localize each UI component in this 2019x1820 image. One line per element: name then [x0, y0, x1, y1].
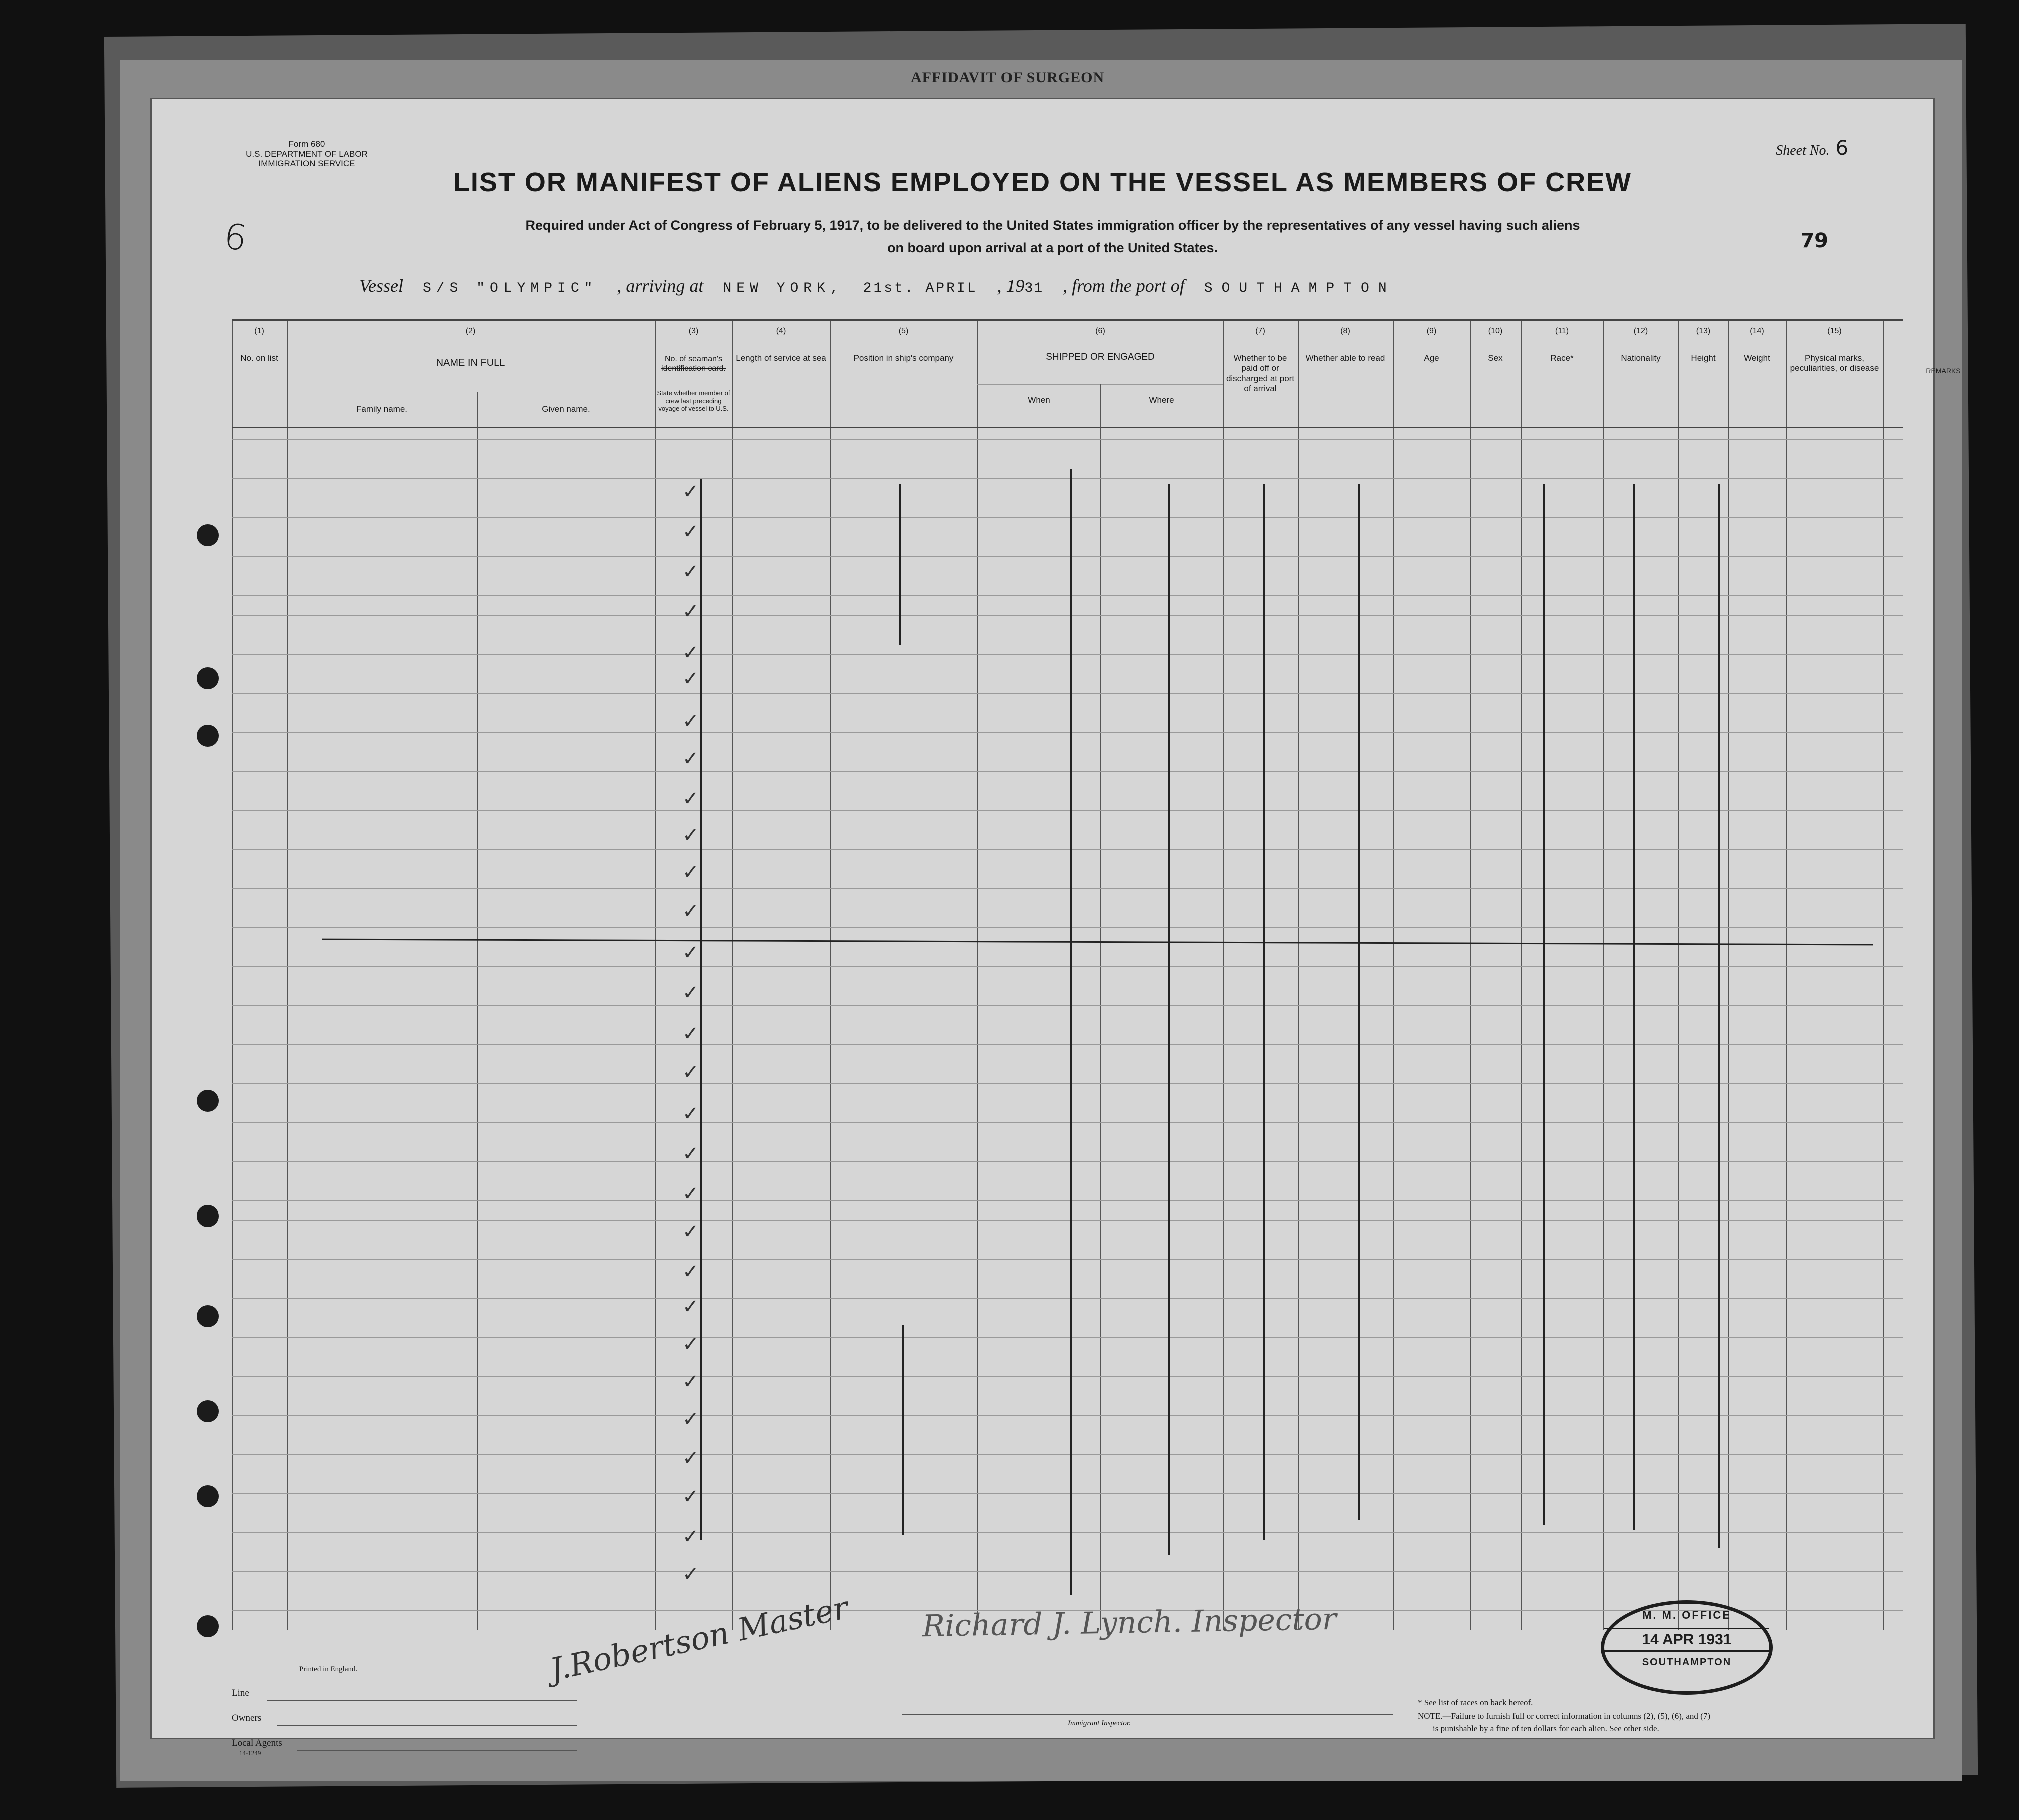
inspector-rule	[902, 1714, 1393, 1715]
column-rule	[1728, 319, 1729, 1630]
ditto-line	[899, 484, 901, 645]
stamp-number: 79	[1800, 229, 1828, 252]
check-mark-icon: ✓	[682, 520, 699, 543]
column-header-given: Given name.	[542, 404, 590, 414]
header-bottom-rule	[232, 427, 1903, 428]
sheet-number	[1776, 137, 1848, 160]
column-rule	[1298, 319, 1299, 1630]
inspector-label: Immigrant Inspector.	[1068, 1719, 1131, 1727]
column-header: Whether able to read	[1305, 353, 1385, 363]
column-rule	[732, 319, 733, 1630]
column-number: (5)	[898, 327, 909, 335]
stamp-bottom: SOUTHAMPTON	[1642, 1657, 1732, 1668]
column-header: NAME IN FULL	[436, 357, 506, 368]
column-rule	[977, 319, 978, 1630]
owners-rule	[277, 1725, 577, 1726]
ruled-line	[232, 1259, 1903, 1260]
shipped-sub-divider	[1100, 384, 1101, 1630]
ruled-line	[232, 1122, 1903, 1123]
check-mark-icon: ✓	[682, 787, 699, 810]
check-mark-icon: ✓	[682, 1061, 699, 1084]
column-number: (12)	[1633, 327, 1648, 335]
column-rule	[1393, 319, 1394, 1630]
ditto-line	[1543, 484, 1545, 1525]
punch-hole-icon	[197, 1305, 219, 1327]
manifest-page	[150, 98, 1961, 1757]
arrival-port: NEW YORK,	[723, 281, 844, 296]
column-header-struck: No. of seaman's identification card.	[661, 355, 726, 373]
arrival-date: 21st. APRIL	[863, 281, 978, 296]
master-signature: J.Robertson Master	[547, 1589, 851, 1688]
column-header: Height	[1691, 353, 1716, 363]
column-number: (7)	[1255, 327, 1265, 335]
column-number: (13)	[1696, 327, 1711, 335]
departure-port: SOUTHAMPTON	[1204, 281, 1396, 296]
arriving-label: , arriving at	[617, 276, 704, 296]
column-header-when: When	[1028, 395, 1050, 405]
column-number: (14)	[1750, 327, 1764, 335]
check-mark-icon: ✓	[682, 560, 699, 583]
column-header: Whether to be paid off or discharged at port of arrival	[1226, 353, 1295, 394]
column-rule	[1223, 319, 1224, 1630]
ruled-line	[232, 810, 1903, 811]
column-number: (4)	[776, 327, 786, 335]
stamp-date: 14 APR 1931	[1604, 1628, 1769, 1652]
column-number: (15)	[1827, 327, 1842, 335]
ruled-line	[232, 1298, 1903, 1299]
column-number: (3)	[688, 327, 699, 335]
page-subtitle	[377, 214, 1728, 259]
column-number: (9)	[1426, 327, 1437, 335]
form-id	[212, 139, 402, 169]
ruled-line	[232, 439, 1903, 440]
column-number: (11)	[1555, 327, 1569, 335]
column-rule	[1470, 319, 1471, 1630]
ruled-line	[232, 1337, 1903, 1338]
column-header: State whether member of crew last preceding voyage of vessel to U.S.	[657, 389, 730, 413]
check-mark-icon: ✓	[682, 1102, 699, 1125]
ruled-line	[232, 654, 1903, 655]
ditto-line	[1168, 484, 1170, 1555]
vessel-label: Vessel	[359, 276, 403, 296]
column-header: No. on list	[240, 353, 278, 363]
ruled-line	[232, 693, 1903, 694]
column-number: (10)	[1488, 327, 1503, 335]
check-mark-icon: ✓	[682, 1563, 699, 1586]
column-rule	[830, 319, 831, 1630]
check-mark-icon: ✓	[682, 900, 699, 923]
ditto-line	[1070, 469, 1072, 1595]
column-number: (8)	[1340, 327, 1350, 335]
check-mark-icon: ✓	[682, 641, 699, 664]
ruled-line	[232, 556, 1903, 557]
check-mark-icon: ✓	[682, 941, 699, 964]
check-mark-icon: ✓	[682, 981, 699, 1004]
footer-line-label: Line	[232, 1688, 249, 1698]
check-mark-icon: ✓	[682, 824, 699, 847]
punch-hole-icon	[197, 1485, 219, 1507]
ruled-line	[232, 478, 1903, 479]
ruled-line	[232, 1571, 1903, 1572]
ruled-line	[232, 1200, 1903, 1201]
ruled-line	[232, 615, 1903, 616]
check-mark-icon: ✓	[682, 1485, 699, 1508]
sheet-label: Sheet No.	[1776, 143, 1830, 158]
column-header: Position in ship's company	[853, 353, 954, 363]
agents-rule	[297, 1750, 577, 1751]
ditto-line	[1633, 484, 1635, 1530]
ruled-line	[232, 1083, 1903, 1084]
column-header: Nationality	[1621, 353, 1661, 363]
check-mark-icon: ✓	[682, 600, 699, 623]
subtitle-line-1: Required under Act of Congress of February 5, 1917, to be delivered to the United States immigration officer by the representatives of any vessel having such aliens	[525, 218, 1580, 233]
ruled-line	[232, 849, 1903, 850]
check-mark-icon: ✓	[682, 1182, 699, 1205]
check-mark-icon: ✓	[682, 1260, 699, 1283]
line-rule	[267, 1700, 577, 1701]
column-rule	[287, 319, 288, 1630]
ruled-line	[232, 966, 1903, 967]
column-number: (1)	[254, 327, 264, 335]
check-mark-icon: ✓	[682, 1022, 699, 1045]
ruled-line	[232, 1415, 1903, 1416]
column-header: Length of service at sea	[736, 353, 826, 363]
vessel-line	[359, 275, 1411, 296]
punch-hole-icon	[197, 725, 219, 747]
header-top-rule	[232, 319, 1903, 321]
column-header-remarks: REMARKS	[1926, 367, 1961, 375]
check-mark-icon: ✓	[682, 1370, 699, 1393]
affidavit-tab: AFFIDAVIT OF SURGEON	[911, 69, 1105, 86]
ruled-line	[232, 1220, 1903, 1221]
punch-hole-icon	[197, 1615, 219, 1637]
name-sub-divider	[477, 392, 478, 1630]
footer-agents-label: Local Agents	[232, 1738, 282, 1748]
ruled-line	[232, 771, 1903, 772]
ruled-line	[232, 1044, 1903, 1045]
column-rule	[1521, 319, 1522, 1630]
ruled-line	[232, 1454, 1903, 1455]
column-header: Sex	[1488, 353, 1503, 363]
crew-table	[232, 319, 1961, 1630]
from-label: , from the port of	[1063, 276, 1185, 296]
column-rule	[232, 319, 233, 1630]
punch-hole-icon	[197, 667, 219, 689]
ditto-line	[1358, 484, 1360, 1520]
check-mark-icon: ✓	[682, 667, 699, 690]
check-mark-icon: ✓	[682, 1295, 699, 1318]
column-number: (6)	[1095, 327, 1105, 335]
vessel-name: S/S "OLYMPIC"	[422, 281, 598, 296]
form-number: Form 680	[288, 139, 325, 149]
ruled-line	[232, 1532, 1903, 1533]
column-header: Physical marks, peculiarities, or disease	[1790, 353, 1879, 373]
check-mark-icon: ✓	[682, 480, 699, 503]
ruled-line	[232, 1161, 1903, 1162]
failure-note-1: NOTE.—Failure to furnish full or correct information in columns (2), (5), (6), and (7)	[1418, 1711, 1710, 1721]
ruled-line	[232, 595, 1903, 596]
footer-owners-label: Owners	[232, 1713, 262, 1723]
column-header: SHIPPED OR ENGAGED	[1046, 352, 1155, 362]
column-rule	[1678, 319, 1679, 1630]
punch-hole-icon	[197, 524, 219, 546]
stamp-top: M. M. OFFICE	[1642, 1609, 1731, 1621]
page-title: LIST OR MANIFEST OF ALIENS EMPLOYED ON THE VESSEL AS MEMBERS OF CREW	[453, 167, 1632, 197]
column-rule	[1603, 319, 1604, 1630]
races-note: * See list of races on back hereof.	[1418, 1698, 1533, 1707]
year-prefix: , 19	[997, 276, 1025, 296]
year-suffix: 31	[1024, 281, 1044, 296]
sheet-number-value: 6	[1835, 137, 1848, 160]
check-mark-icon: ✓	[682, 1220, 699, 1243]
ditto-line	[902, 1325, 904, 1535]
inspector-signature: Richard J. Lynch. Inspector	[922, 1601, 1337, 1644]
column-rule	[1883, 319, 1884, 1630]
column-header: Race*	[1550, 353, 1574, 363]
column-rule	[655, 319, 656, 1630]
check-mark-icon: ✓	[682, 747, 699, 770]
check-mark-icon: ✓	[682, 1142, 699, 1165]
column-number: (2)	[465, 327, 476, 335]
punch-hole-icon	[197, 1090, 219, 1112]
column-header: Age	[1424, 353, 1439, 363]
ruled-line	[232, 888, 1903, 889]
margin-number: 6	[221, 215, 250, 259]
form-service: IMMIGRATION SERVICE	[258, 159, 355, 169]
column-header: Weight	[1744, 353, 1770, 363]
check-mark-icon: ✓	[682, 710, 699, 733]
check-mark-icon: ✓	[682, 1408, 699, 1431]
check-mark-icon: ✓	[682, 1333, 699, 1356]
column-header-where: Where	[1149, 395, 1174, 405]
ruled-line	[232, 1493, 1903, 1494]
mm-office-stamp	[1601, 1600, 1773, 1695]
form-code: 14-1249	[239, 1749, 261, 1757]
printed-in-england: Printed in England.	[299, 1665, 358, 1673]
punch-hole-icon	[197, 1205, 219, 1227]
form-department: U.S. DEPARTMENT OF LABOR	[246, 149, 368, 159]
column-header-family: Family name.	[356, 404, 408, 414]
ditto-line	[1263, 484, 1265, 1540]
ditto-line	[1718, 484, 1720, 1548]
check-mark-icon: ✓	[682, 861, 699, 884]
column-rule	[1786, 319, 1787, 1630]
ditto-line	[700, 479, 702, 1540]
failure-note-2: is punishable by a fine of ten dollars for each alien. See other side.	[1433, 1724, 1659, 1733]
ruled-line	[232, 517, 1903, 518]
punch-hole-icon	[197, 1400, 219, 1422]
ruled-line	[232, 1005, 1903, 1006]
ruled-line	[232, 1376, 1903, 1377]
subtitle-line-2: on board upon arrival at a port of the United States.	[887, 240, 1218, 255]
check-mark-icon: ✓	[682, 1525, 699, 1548]
ruled-line	[232, 732, 1903, 733]
ruled-line	[232, 927, 1903, 928]
check-mark-icon: ✓	[682, 1447, 699, 1470]
